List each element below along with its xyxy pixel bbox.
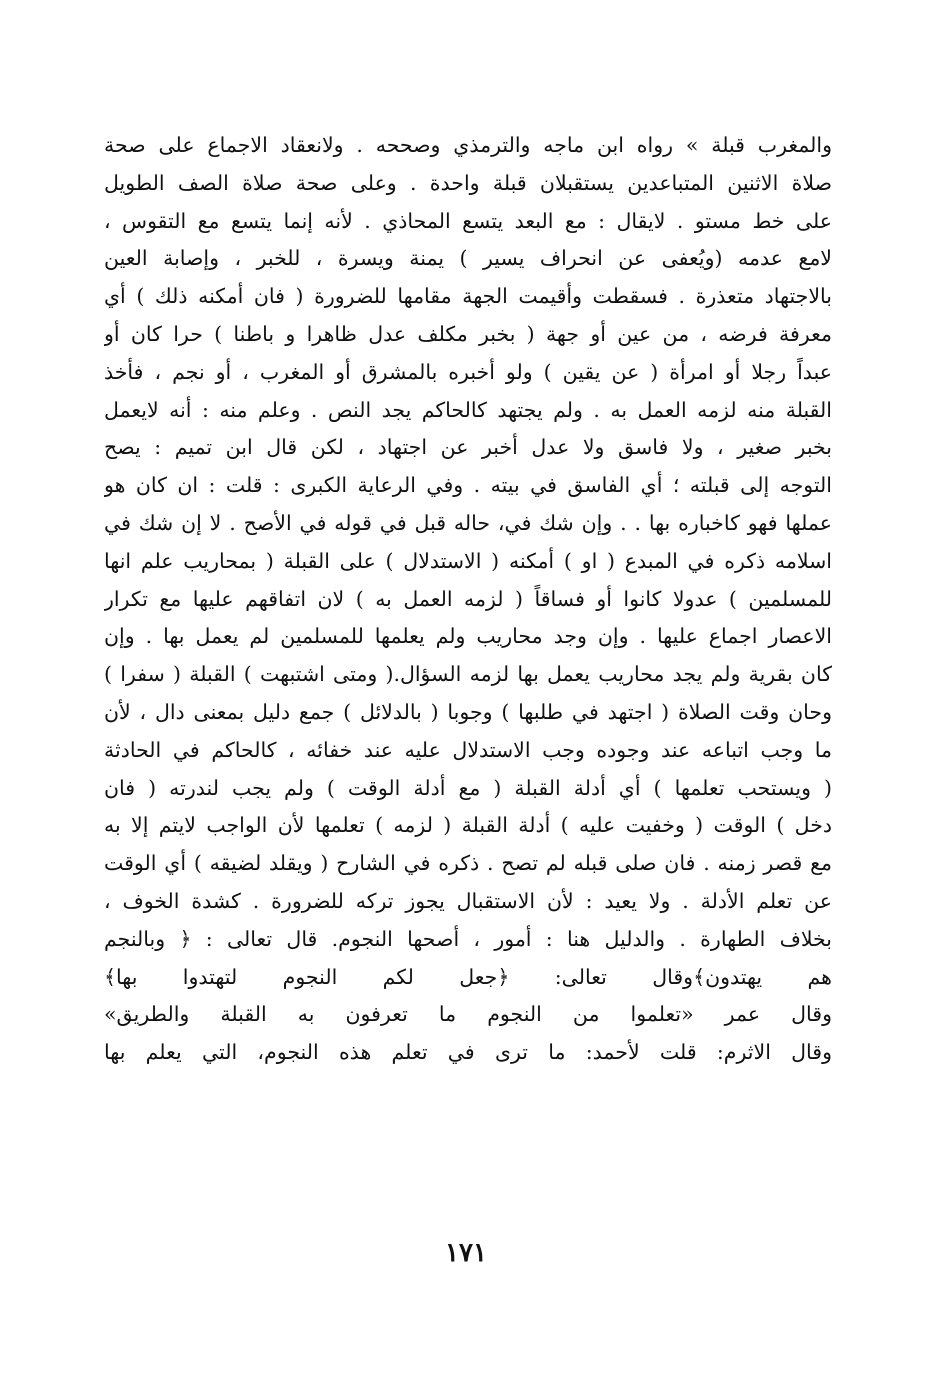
page-number: ١٧١	[445, 1238, 487, 1268]
text-line: عن تعلم الأدلة . ولا يعيد : لأن الاستقبال يجوز تركه للضرورة . كشدة الخوف ،	[104, 888, 832, 913]
text-line: بالاجتهاد متعذرة . فسقطت وأقيمت الجهة مقامها للضرورة ( فان أمكنه ذلك ) أي	[104, 284, 832, 309]
text-line: اسلامه ذكره في المبدع ( او ) أمكنه ( الاستدلال ) على القبلة ( بمحاريب علم انها	[104, 548, 832, 573]
text-line: بخبر صغير ، ولا فاسق ولا عدل أخبر عن اجتهاد ، لكن قال ابن تميم : يصح	[104, 435, 832, 460]
text-line: معرفة فرضه ، من عين أو جهة ( بخبر مكلف عدل ظاهرا و باطنا ) حرا كان أو	[104, 321, 832, 346]
text-line: دخل ) الوقت ( وخفيت عليه ) أدلة القبلة ( لزمه ) تعلمها لأن الواجب لايتم إلا به	[104, 813, 832, 838]
text-line: صلاة الاثنين المتباعدين يستقبلان قبلة واحدة . وعلى صحة صلاة الصف الطويل	[104, 170, 832, 195]
text-line: وقال عمر «تعلموا من النجوم ما تعرفون به القبلة والطريق»	[104, 1002, 832, 1027]
body-text	[104, 127, 832, 1072]
text-line: لامع عدمه (ويُعفى عن انحراف يسير ) يمنة ويسرة ، للخبر ، وإصابة العين	[104, 246, 832, 271]
text-line: بخلاف الطهارة . والدليل هنا : أمور ، أصحها النجوم. قال تعالى : ﴿ وبالنجم	[104, 926, 832, 951]
text-line: عبداً رجلا أو امرأة ( عن يقين ) ولو أخبره بالمشرق أو المغرب ، أو نجم ، فأخذ	[104, 359, 832, 384]
text-line: عملها فهو كاخباره بها . . وإن شك في، حاله قبل في قوله في الأصح . لا إن شك في	[104, 510, 832, 535]
text-line: ( ويستحب تعلمها ) أي أدلة القبلة ( مع أدلة الوقت ) ولم يجب لندرته ( فان	[104, 775, 832, 800]
text-line: هم يهتدون﴾وقال تعالى: ﴿جعل لكم النجوم لتهتدوا بها﴾	[104, 964, 832, 989]
text-line: والمغرب قبلة » رواه ابن ماجه والترمذي وصححه . ولانعقاد الاجماع على صحة	[104, 133, 832, 157]
text-line: التوجه إلى قبلته ؛ أي الفاسق في بيته . وفي الرعاية الكبرى : قلت : ان كان هو	[104, 473, 832, 498]
text-line: ما وجب اتباعه عند وجوده وجب الاستدلال عليه عند خفائه ، كالحاكم في الحادثة	[104, 737, 832, 762]
text-line: الاعصار اجماع عليها . وإن وجد محاريب ولم يعلمها للمسلمين لم يعمل بها . وإن	[104, 624, 832, 649]
text-line: القبلة منه لزمه العمل به . ولم يجتهد كالحاكم يجد النص . وعلم منه : أنه لايعمل	[104, 397, 832, 422]
text-line: وقال الاثرم: قلت لأحمد: ما ترى في تعلم هذه النجوم، التي يعلم بها	[104, 1040, 832, 1065]
text-line: على خط مستو . لايقال : مع البعد يتسع المحاذي . لأنه إنما يتسع مع التقوس ،	[104, 208, 832, 233]
text-line: للمسلمين ) عدولا كانوا أو فساقاً ( لزمه العمل به ) لان اتفاقهم عليها مع تكرار	[104, 586, 832, 611]
text-line: كان بقرية ولم يجد محاريب يعمل بها لزمه السؤال.( ومتى اشتبهت ) القبلة ( سفرا )	[104, 662, 832, 687]
text-line: وحان وقت الصلاة ( اجتهد في طلبها ) وجوبا ( بالدلائل ) جمع دليل بمعنى دال ، لأن	[104, 699, 832, 724]
text-line: مع قصر زمنه . فان صلى قبله لم تصح . ذكره في الشارح ( ويقلد لضيقه ) أي الوقت	[104, 851, 832, 876]
